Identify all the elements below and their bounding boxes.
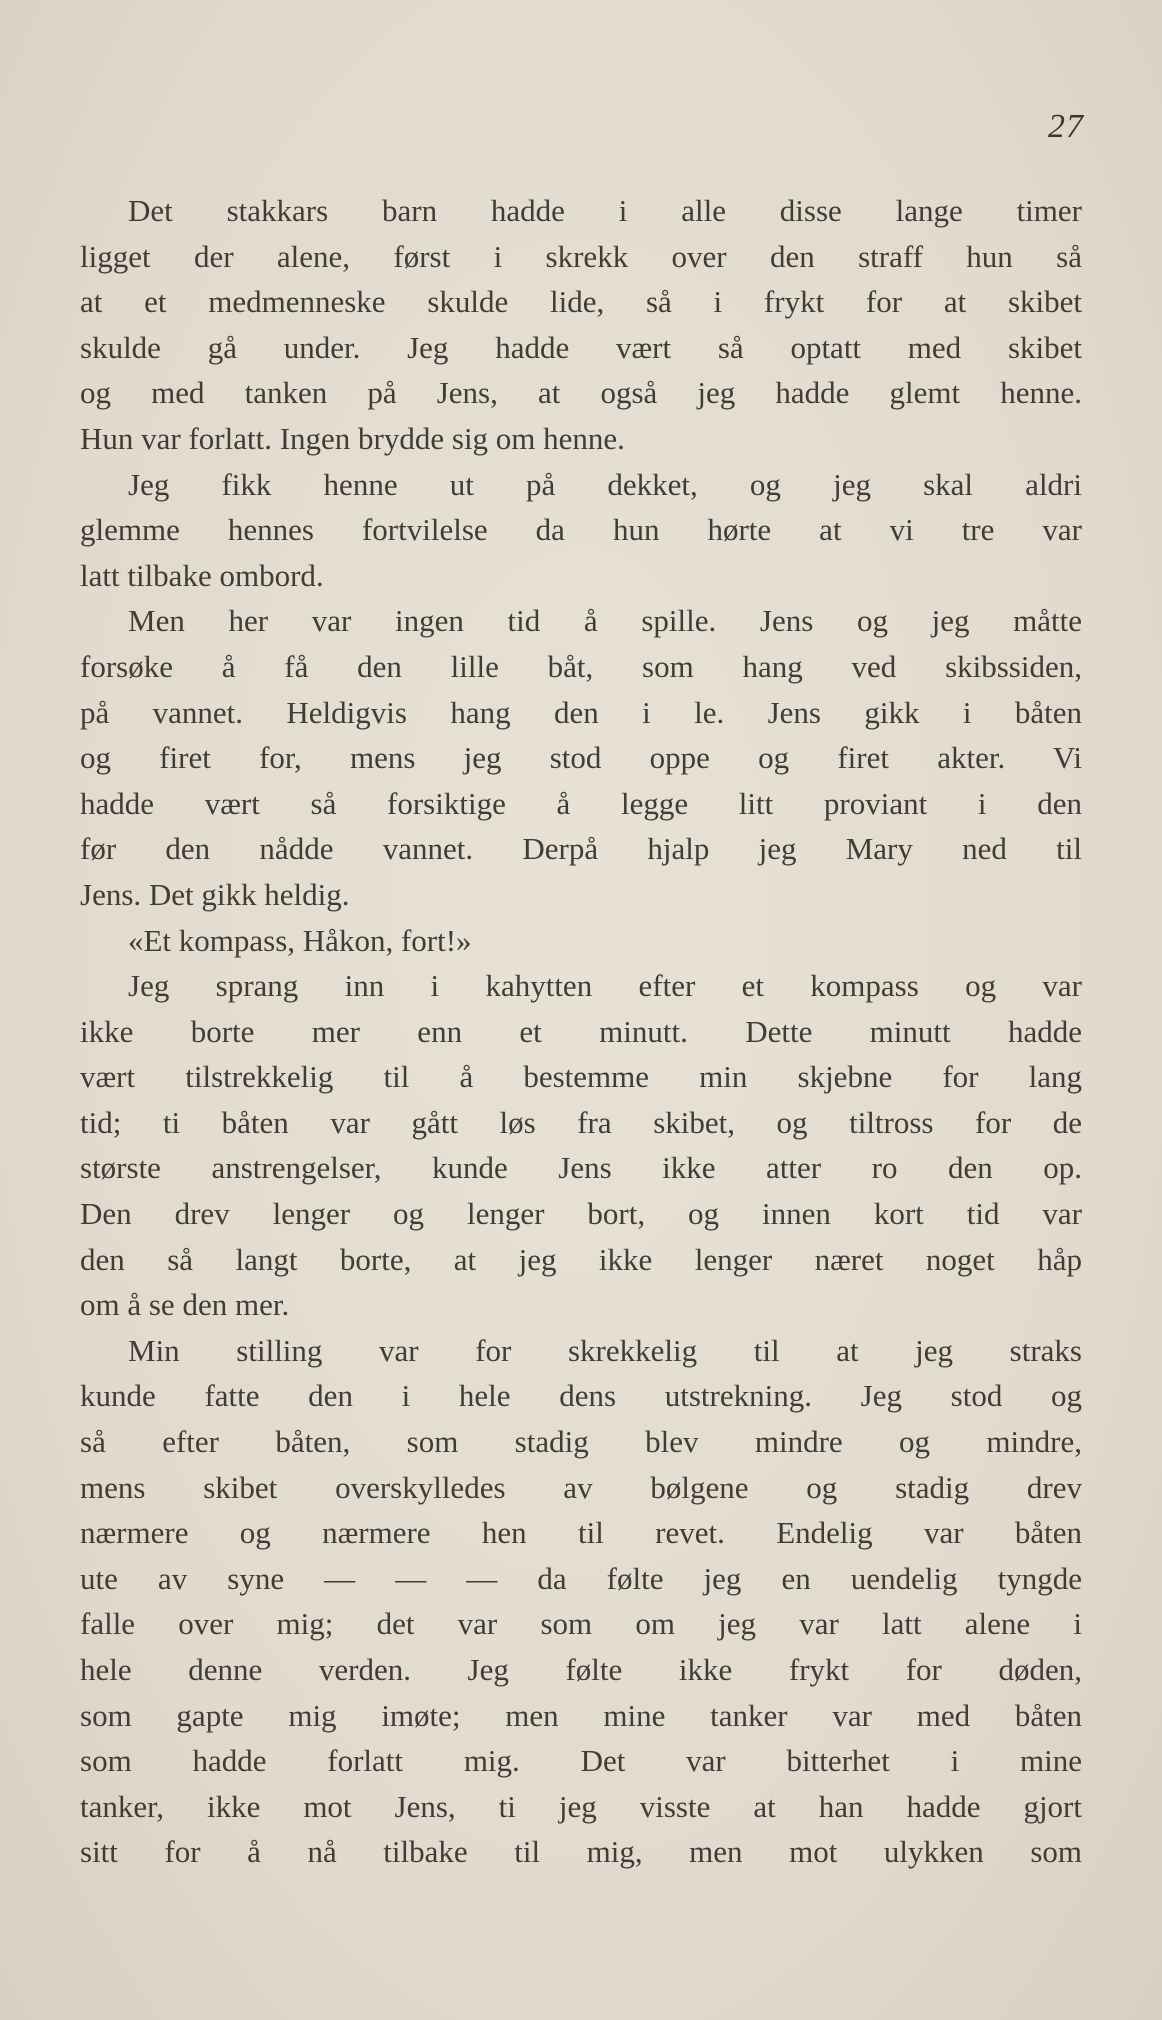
text-line: sitt for å nå tilbake til mig, men mot ulykken som — [80, 1834, 1082, 1870]
text-line: Jens. Det gikk heldig. — [80, 876, 350, 912]
text-line: falle over mig; det var som om jeg var latt alene i — [80, 1606, 1082, 1642]
text-line: kunde fatte den i hele dens utstrekning. Jeg stod og — [80, 1378, 1082, 1414]
text-line: Det stakkars barn hadde i alle disse lange timer — [128, 193, 1082, 228]
text-line: og firet for, mens jeg stod oppe og firet akter. Vi — [80, 740, 1082, 776]
text-line: hadde vært så forsiktige å legge litt proviant i den — [80, 785, 1082, 821]
text-line: før den nådde vannet. Derpå hjalp jeg Mary ned til — [80, 831, 1082, 867]
text-line: Den drev lenger og lenger bort, og innen kort tid var — [80, 1196, 1082, 1232]
text-line: vært tilstrekkelig til å bestemme min skjebne for lang — [80, 1059, 1082, 1095]
text-line: at et medmenneske skulde lide, så i frykt for at skibet — [80, 284, 1082, 320]
text-line: Jeg fikk henne ut på dekket, og jeg skal aldri — [128, 466, 1082, 502]
text-line: om å se den mer. — [80, 1287, 290, 1323]
text-line: Jeg sprang inn i kahytten efter et kompass og var — [128, 968, 1082, 1004]
body-text — [80, 188, 1082, 1875]
text-line: ligget der alene, først i skrekk over den straff hun så — [80, 238, 1082, 274]
text-line: Min stilling var for skrekkelig til at jeg straks — [128, 1332, 1082, 1368]
text-line: «Et kompass, Håkon, fort!» — [128, 922, 472, 958]
text-line: som hadde forlatt mig. Det var bitterhet i mine — [80, 1743, 1082, 1779]
text-line: så efter båten, som stadig blev mindre og mindre, — [80, 1424, 1082, 1460]
text-line: på vannet. Heldigvis hang den i le. Jens gikk i båten — [80, 694, 1082, 730]
text-line: Men her var ingen tid å spille. Jens og jeg måtte — [128, 603, 1082, 639]
text-line: den så langt borte, at jeg ikke lenger næret noget håp — [80, 1241, 1082, 1277]
text-line: nærmere og nærmere hen til revet. Endelig var båten — [80, 1515, 1082, 1551]
text-line: skulde gå under. Jeg hadde vært så optatt med skibet — [80, 329, 1082, 365]
text-line: ute av syne — — — da følte jeg en uendelig tyngde — [80, 1560, 1082, 1596]
text-line: største anstrengelser, kunde Jens ikke atter ro den op. — [80, 1150, 1082, 1186]
text-line: mens skibet overskylledes av bølgene og stadig drev — [80, 1469, 1082, 1505]
text-line: tanker, ikke mot Jens, ti jeg visste at han hadde gjort — [80, 1788, 1082, 1824]
page-number: 27 — [1048, 108, 1084, 145]
text-line: Hun var forlatt. Ingen brydde sig om henne. — [80, 420, 625, 456]
text-line: som gapte mig imøte; men mine tanker var med båten — [80, 1697, 1082, 1733]
text-line: ikke borte mer enn et minutt. Dette minutt hadde — [80, 1013, 1082, 1049]
text-line: og med tanken på Jens, at også jeg hadde glemt henne. — [80, 375, 1082, 411]
text-line: latt tilbake ombord. — [80, 557, 324, 593]
text-line: hele denne verden. Jeg følte ikke frykt for døden, — [80, 1652, 1082, 1687]
text-line: tid; ti båten var gått løs fra skibet, og tiltross for de — [80, 1104, 1082, 1140]
text-line: glemme hennes fortvilelse da hun hørte at vi tre var — [80, 512, 1082, 548]
text-line: forsøke å få den lille båt, som hang ved skibssiden, — [80, 648, 1082, 684]
